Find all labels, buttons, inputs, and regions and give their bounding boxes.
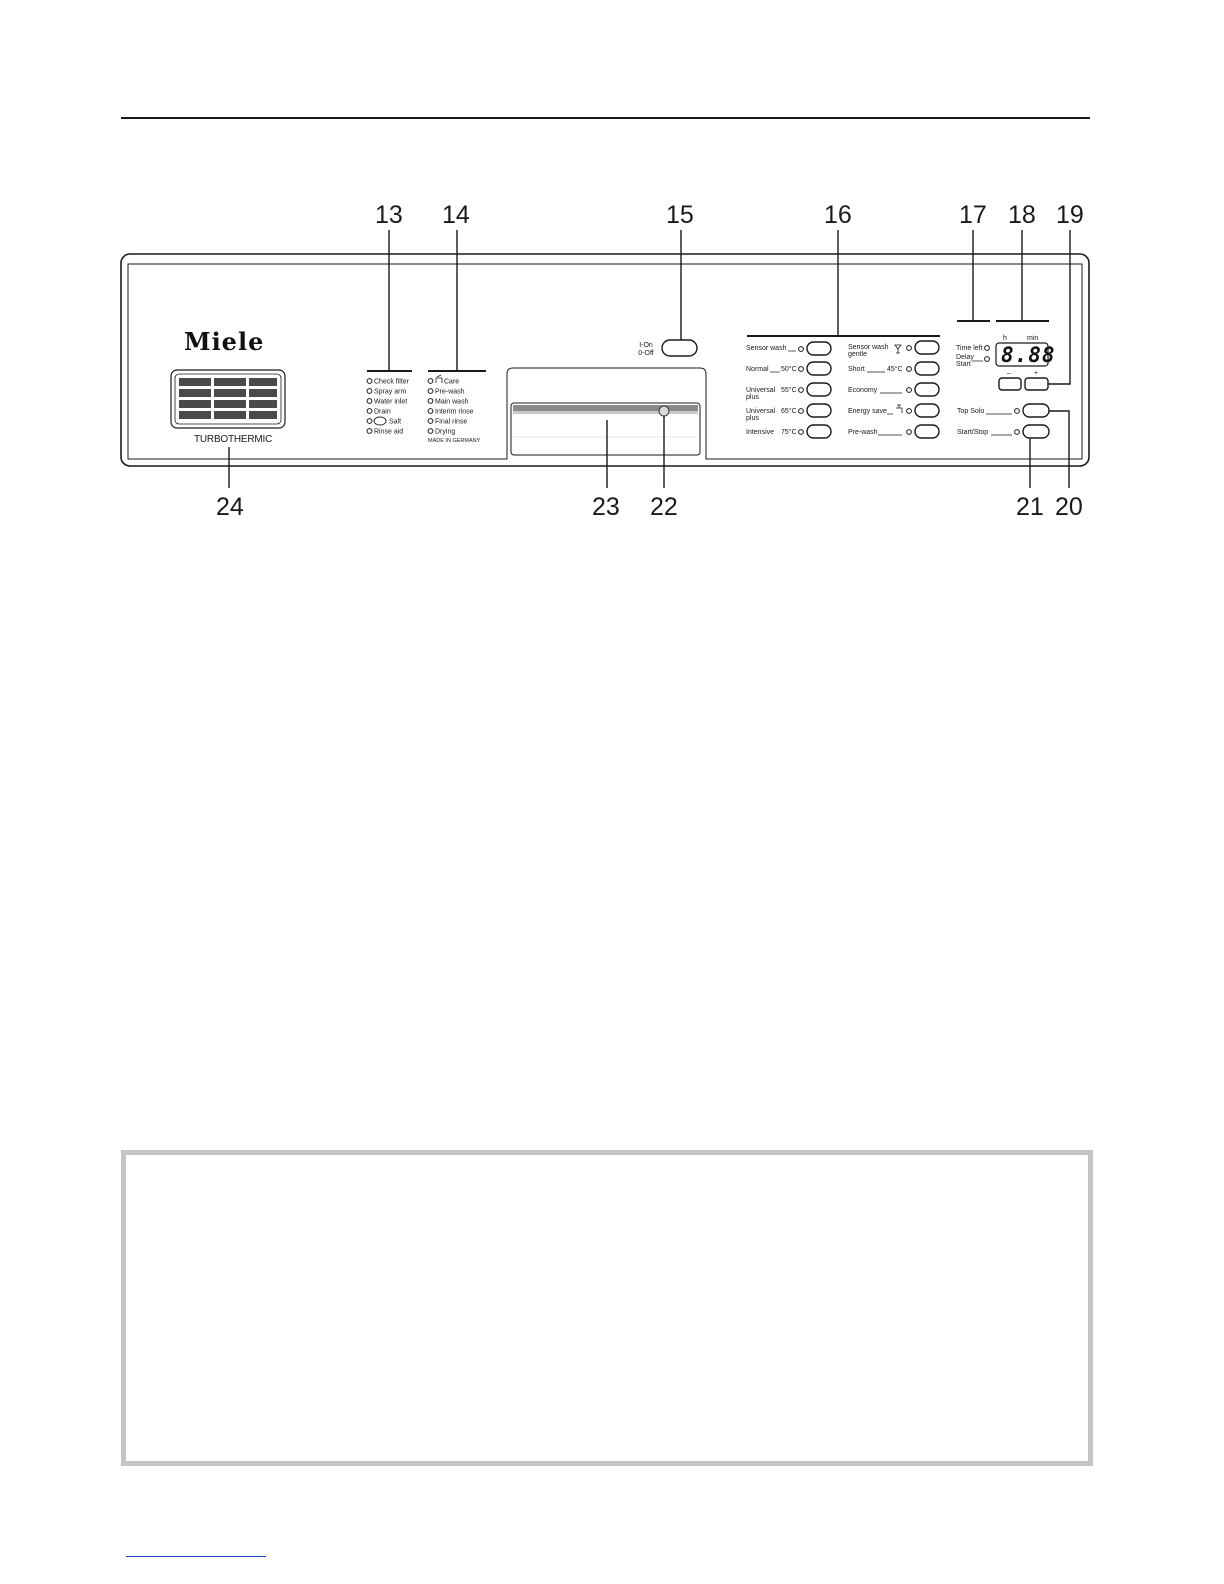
callout-19: 19 xyxy=(1056,201,1084,229)
program-temp: 45°C xyxy=(887,366,903,373)
time-left-label: Time left xyxy=(956,345,983,352)
program-label: Pre-wash xyxy=(848,429,878,436)
door-release-icon[interactable] xyxy=(659,406,669,416)
program-button-sensor-wash-gentle[interactable] xyxy=(915,341,939,354)
unit-hours-label: h xyxy=(1003,335,1007,342)
led-icon xyxy=(367,429,372,434)
glass-icon xyxy=(895,345,901,353)
power-off-label: 0-Off xyxy=(638,350,654,357)
led-icon xyxy=(985,346,990,351)
delay-start-label: Delay xyxy=(956,354,974,361)
program-button-short[interactable] xyxy=(915,362,939,375)
unit-minutes-label: min xyxy=(1027,335,1039,342)
program-button-economy[interactable] xyxy=(915,383,939,396)
filter-grille xyxy=(171,370,285,428)
program-button-energy-save[interactable] xyxy=(915,404,939,417)
led-icon xyxy=(799,430,804,435)
led-icon xyxy=(1015,430,1020,435)
note-box xyxy=(121,1150,1093,1466)
callout-22: 22 xyxy=(650,493,678,521)
led-icon xyxy=(428,399,433,404)
program-label: Sensor wash xyxy=(848,344,889,351)
led-icon xyxy=(907,346,912,351)
fault-indicator-list xyxy=(367,379,410,436)
callout-16: 16 xyxy=(824,201,852,229)
time-display-digits: 8.88 xyxy=(1001,343,1056,367)
program-label: Short xyxy=(848,366,865,373)
fault-label: Drain xyxy=(374,408,391,416)
program-temp: 50°C xyxy=(781,366,797,373)
fault-label: Check filter xyxy=(374,378,410,386)
callout-24: 24 xyxy=(216,493,244,521)
program-label-2: plus xyxy=(746,394,759,401)
power-button[interactable] xyxy=(662,340,697,356)
care-icon xyxy=(436,375,442,383)
led-icon xyxy=(907,388,912,393)
fault-label: Water inlet xyxy=(374,398,408,406)
program-button-sensor-wash[interactable] xyxy=(807,342,831,355)
led-icon xyxy=(367,419,372,424)
plus-button[interactable] xyxy=(1025,378,1048,390)
programs-left-column xyxy=(746,342,831,438)
progress-label: Pre-wash xyxy=(435,388,465,396)
led-icon xyxy=(799,367,804,372)
plus-label: + xyxy=(1033,370,1039,377)
led-icon xyxy=(428,409,433,414)
led-icon xyxy=(428,419,433,424)
progress-indicator-list xyxy=(428,375,481,444)
led-icon xyxy=(428,389,433,394)
led-icon xyxy=(799,388,804,393)
program-button-intensive[interactable] xyxy=(807,425,831,438)
led-icon xyxy=(799,347,804,352)
made-in-label: MADE IN GERMANY xyxy=(428,438,481,444)
led-icon xyxy=(367,379,372,384)
footer-link-rule xyxy=(126,1556,266,1557)
program-label: Sensor wash xyxy=(746,345,787,352)
top-solo-label: Top Solo xyxy=(957,408,985,415)
progress-label: Care xyxy=(444,378,460,386)
callout-20: 20 xyxy=(1055,493,1083,521)
start-stop-label: Start/Stop xyxy=(957,429,989,436)
minus-label: – xyxy=(1007,370,1011,377)
program-temp: 65°C xyxy=(781,408,797,415)
progress-label: Drying xyxy=(435,428,456,436)
led-icon xyxy=(367,399,372,404)
led-icon xyxy=(907,430,912,435)
program-temp: 75°C xyxy=(781,429,797,436)
program-button-universal-plus-55[interactable] xyxy=(807,383,831,396)
filter-label: TURBOTHERMIC xyxy=(194,434,273,445)
start-stop-button[interactable] xyxy=(1023,425,1049,438)
progress-label: Main wash xyxy=(435,398,469,406)
program-temp: 55°C xyxy=(781,387,797,394)
minus-button[interactable] xyxy=(999,378,1021,390)
fault-label: Rinse aid xyxy=(374,428,404,436)
program-label: Economy xyxy=(848,387,878,394)
callout-21: 21 xyxy=(1016,493,1044,521)
program-button-universal-plus-65[interactable] xyxy=(807,404,831,417)
program-label-2: gentle xyxy=(848,351,868,358)
delay-start-label-2: Start xyxy=(956,361,971,368)
program-label: Energy save xyxy=(848,408,887,415)
program-label-2: plus xyxy=(746,415,759,422)
led-icon xyxy=(428,379,433,384)
fault-label: Spray arm xyxy=(374,388,407,396)
led-icon xyxy=(428,429,433,434)
callout-23: 23 xyxy=(592,493,620,521)
progress-label: Interim rinse xyxy=(435,408,474,416)
program-button-normal[interactable] xyxy=(807,362,831,375)
led-icon xyxy=(1015,409,1020,414)
led-icon xyxy=(367,409,372,414)
tap-icon xyxy=(896,405,902,413)
programs-right-column xyxy=(848,341,939,438)
callout-18: 18 xyxy=(1008,201,1036,229)
callout-15: 15 xyxy=(666,201,694,229)
led-icon xyxy=(907,367,912,372)
power-on-label: I-On xyxy=(639,342,653,349)
brand-logo: Miele xyxy=(184,327,265,356)
led-icon xyxy=(985,357,990,362)
program-label: Universal xyxy=(746,408,776,415)
callout-14: 14 xyxy=(442,201,470,229)
program-label: Universal xyxy=(746,387,776,394)
callout-13: 13 xyxy=(375,201,403,229)
program-label: Normal xyxy=(746,366,769,373)
door-handle[interactable] xyxy=(511,403,700,455)
callout-17: 17 xyxy=(959,201,987,229)
led-icon xyxy=(907,409,912,414)
led-icon xyxy=(799,409,804,414)
progress-label: Final rinse xyxy=(435,418,468,426)
salt-icon xyxy=(374,417,386,425)
program-label: Intensive xyxy=(746,429,775,436)
program-button-pre-wash[interactable] xyxy=(915,425,939,438)
top-solo-button[interactable] xyxy=(1023,404,1049,417)
led-icon xyxy=(367,389,372,394)
fault-label: Salt xyxy=(389,418,402,426)
